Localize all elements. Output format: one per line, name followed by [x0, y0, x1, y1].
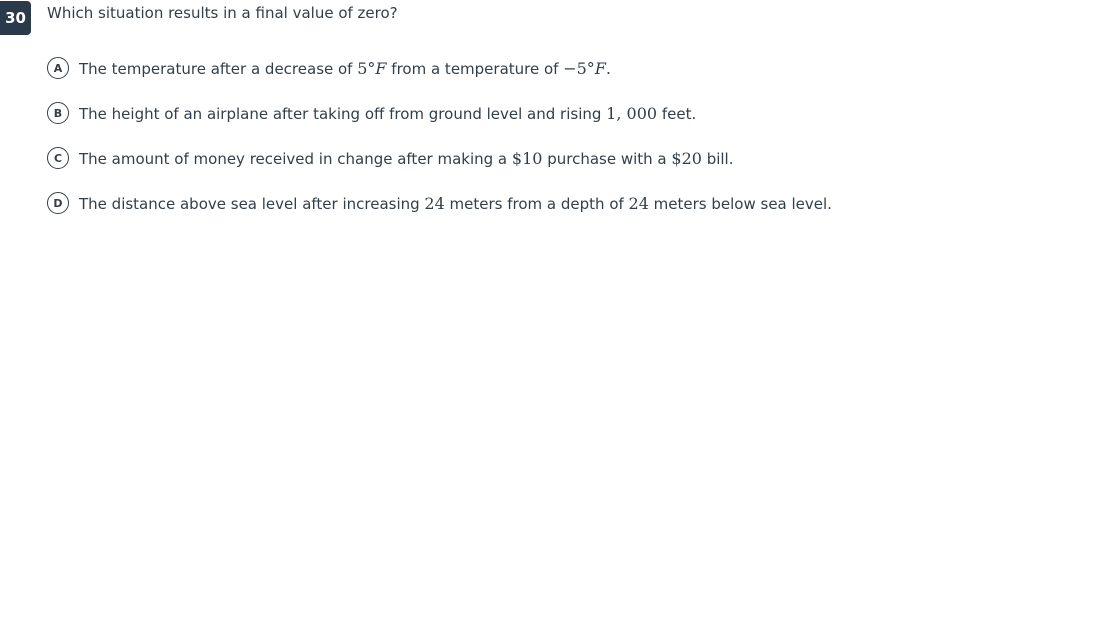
- choice-b[interactable]: [47, 100, 696, 126]
- choice-c-math: $10: [511, 148, 543, 168]
- choice-c-text: [79, 149, 734, 168]
- choice-d-math: 24: [628, 193, 649, 213]
- choice-d-text-part: meters below sea level.: [648, 194, 832, 213]
- choice-a-math: −5°: [563, 58, 595, 78]
- choice-b-math: 1, 000: [606, 103, 658, 123]
- choice-c-text-part: purchase with a: [542, 149, 672, 168]
- choice-a-text-part: The temperature after a decrease of: [79, 59, 358, 78]
- choice-c-text-part: The amount of money received in change after making a: [79, 149, 512, 168]
- choice-d-text-part: The distance above sea level after increasing: [79, 194, 425, 213]
- choice-a-math: .: [605, 58, 612, 78]
- choice-a-math: 5°: [357, 58, 376, 78]
- choice-c-math: $20: [671, 148, 702, 168]
- choice-a[interactable]: [47, 55, 611, 81]
- choice-a-math: F: [594, 58, 606, 78]
- choice-c[interactable]: [47, 145, 734, 171]
- choice-b-text-part: feet.: [657, 104, 697, 123]
- choice-a-text: [79, 59, 611, 78]
- choice-d[interactable]: [47, 190, 832, 216]
- choice-d-text: [79, 194, 832, 213]
- choice-a-letter: A: [47, 57, 69, 79]
- question-number-badge: 30: [0, 1, 31, 35]
- choice-d-letter: D: [47, 192, 69, 214]
- choice-b-text-part: The height of an airplane after taking off from ground level and rising: [79, 104, 607, 123]
- choice-b-text: [79, 104, 696, 123]
- choice-d-math: 24: [424, 193, 445, 213]
- question-text: Which situation results in a final value of zero?: [47, 4, 398, 22]
- choice-d-text-part: meters from a depth of: [444, 194, 629, 213]
- choice-c-text-part: bill.: [701, 149, 734, 168]
- choice-a-text-part: from a temperature of: [386, 59, 564, 78]
- choice-a-math: F: [375, 58, 387, 78]
- choice-c-letter: C: [47, 147, 69, 169]
- choice-b-letter: B: [47, 102, 69, 124]
